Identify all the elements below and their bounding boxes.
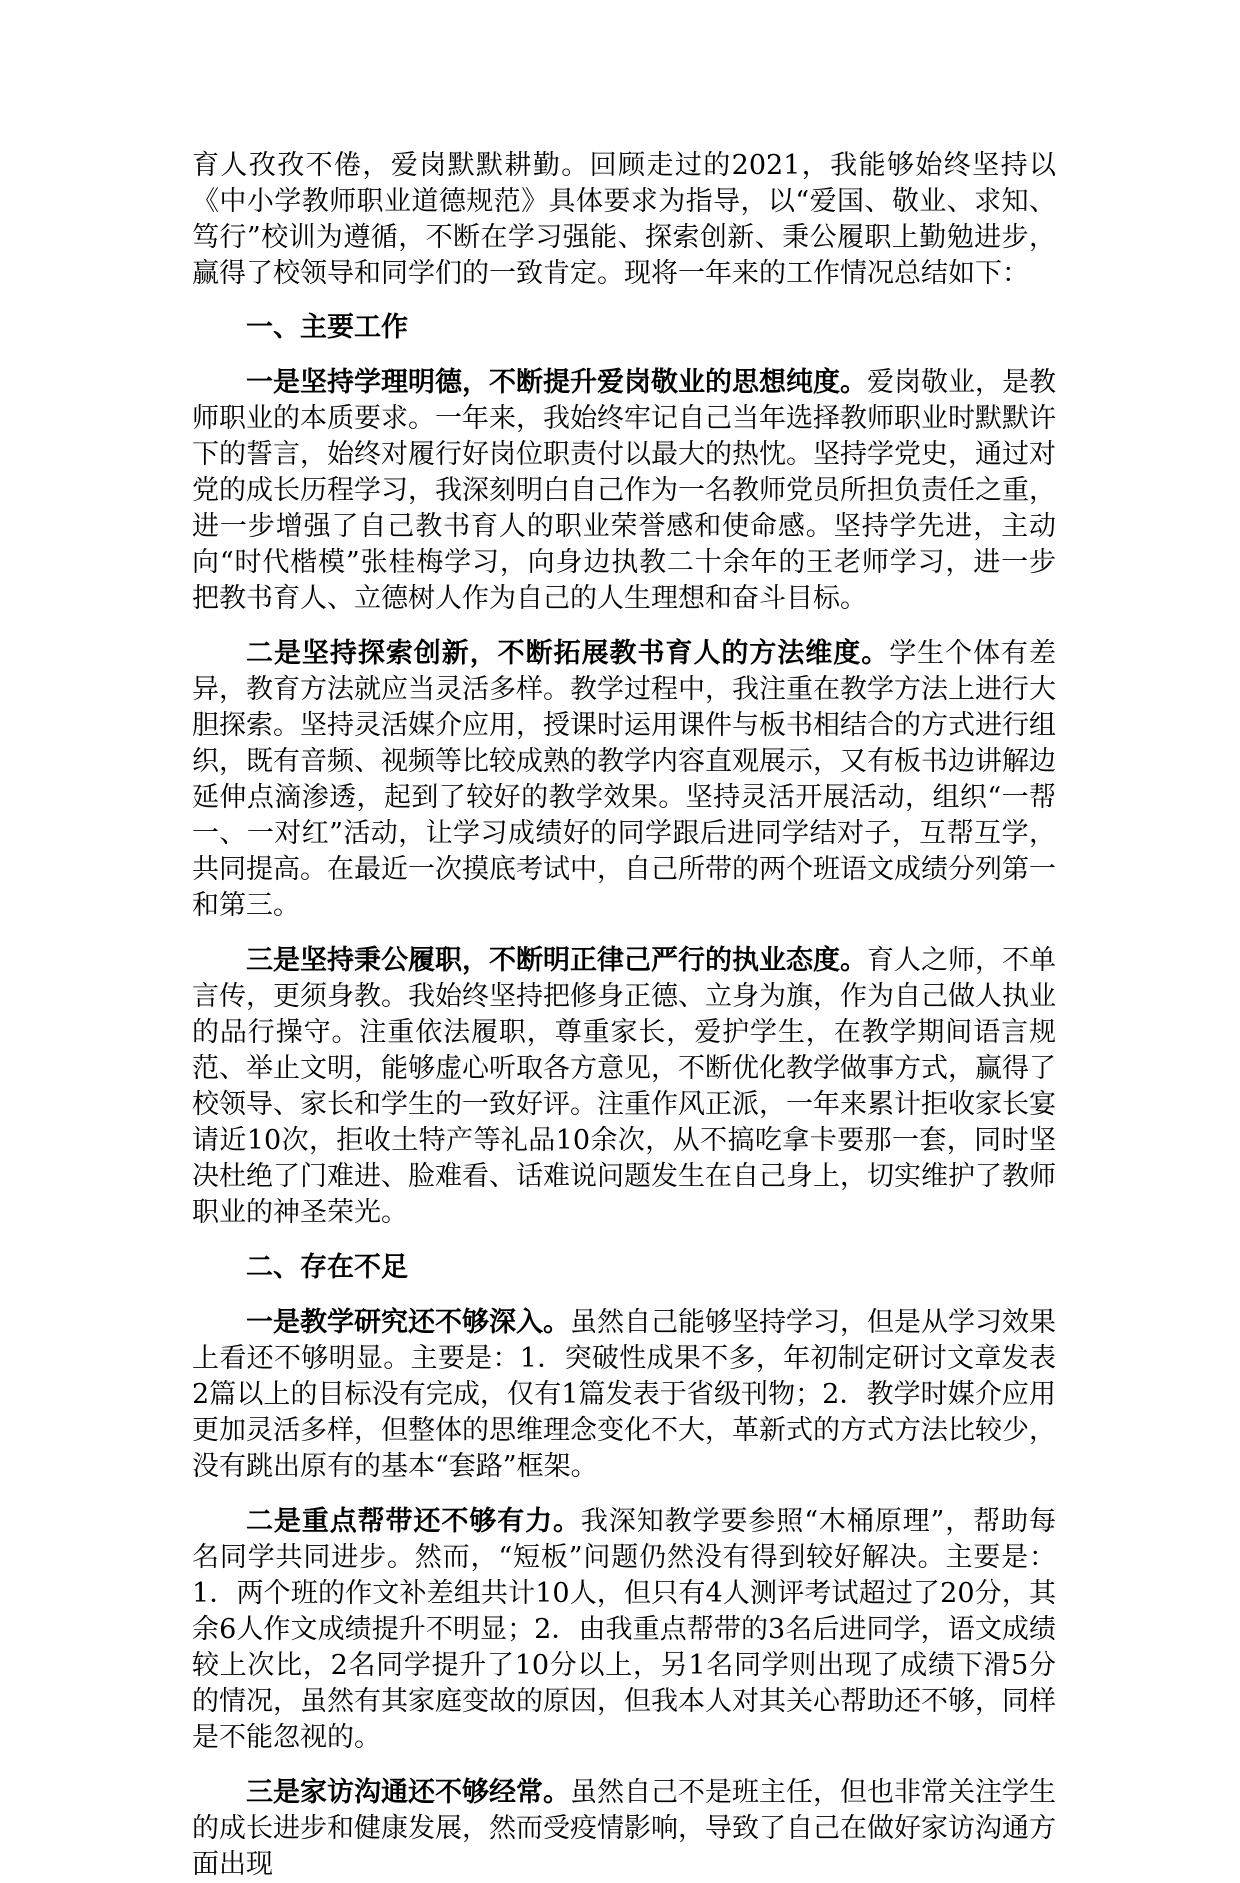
paragraph-body: 育人之师，不单言传，更须身教。我始终坚持把修身正德、立身为旗，作为自己做人执业的品行操守。注重依法履职，尊重家长，爱护学生，在教学期间语言规范、举止文明，能够虚心听取各方意见，不断优化教学做事方式，赢得了校领导、家长和学生的一致好评。注重作风正派，一年来累计拒收家长宴请近10次，拒收土特产等礼品10余次，从不搞吃拿卡要那一套，同时坚决杜绝了门难进、脸难看、话难说问题发生在自己身上，切实维护了教师职业的神圣荣光。 [192,945,1056,1228]
paragraph-shortcoming-1 [192,1305,1056,1485]
paragraph-main-work-2 [192,636,1056,924]
section-heading-main-work: 一、主要工作 [246,312,408,343]
paragraph-body: 我深知教学要参照“木桶原理”，帮助每名同学共同进步。然而，“短板”问题仍然没有得到较好解决。主要是：1．两个班的作文补差组共计10人，但只有4人测评考试超过了20分，其余6人作文成绩提升不明显；2．由我重点帮带的3名后进同学，语文成绩较上次比，2名同学提升了10分以上，另1名同学则出现了成绩下滑5分的情况，虽然有其家庭变故的原因，但我本人对其关心帮助还不够，同样是不能忽视的。 [192,1506,1056,1753]
paragraph-body: 爱岗敬业，是教师职业的本质要求。一年来，我始终牢记自己当年选择教师职业时默默许下的誓言，始终对履行好岗位职责付以最大的热忱。坚持学党史，通过对党的成长历程学习，我深刻明白自己作为一名教师党员所担负责任之重，进一步增强了自己教书育人的职业荣誉感和使命感。坚持学先进，主动向“时代楷模”张桂梅学习，向身边执教二十余年的王老师学习，进一步把教书育人、立德树人作为自己的人生理想和奋斗目标。 [192,367,1056,614]
paragraph-shortcoming-2 [192,1504,1056,1756]
paragraph-lead: 二是重点帮带还不够有力。 [246,1506,581,1537]
document-page [192,148,1056,1883]
paragraph-main-work-3 [192,943,1056,1231]
paragraph-shortcoming-3 [192,1775,1056,1883]
paragraph-main-work-1 [192,365,1056,617]
paragraph-body: 学生个体有差异，教育方法就应当灵活多样。教学过程中，我注重在教学方法上进行大胆探索。坚持灵活媒介应用，授课时运用课件与板书相结合的方式进行组织，既有音频、视频等比较成熟的教学内容直观展示，又有板书边讲解边延伸点滴渗透，起到了较好的教学效果。坚持灵活开展活动，组织“一帮一、一对红”活动，让学习成绩好的同学跟后进同学结对子，互帮互学，共同提高。在最近一次摸底考试中，自己所带的两个班语文成绩分列第一和第三。 [192,638,1057,921]
intro-paragraph: 育人孜孜不倦，爱岗默默耕勤。回顾走过的2021，我能够始终坚持以《中小学教师职业道德规范》具体要求为指导，以“爱国、敬业、求知、笃行”校训为遵循，不断在学习强能、探索创新、秉公履职上勤勉进步，赢得了校领导和同学们的一致肯定。现将一年来的工作情况总结如下： [192,150,1056,289]
paragraph-body: 虽然自己能够坚持学习，但是从学习效果上看还不够明显。主要是：1．突破性成果不多，年初制定研讨文章发表2篇以上的目标没有完成，仅有1篇发表于省级刊物；2．教学时媒介应用更加灵活多样，但整体的思维理念变化不大，革新式的方式方法比较少，没有跳出原有的基本“套路”框架。 [192,1307,1056,1482]
paragraph-lead: 一是坚持学理明德，不断提升爱岗敬业的思想纯度。 [246,367,867,398]
paragraph-lead: 三是坚持秉公履职，不断明正律己严行的执业态度。 [246,945,867,976]
paragraph-lead: 二是坚持探索创新，不断拓展教书育人的方法维度。 [246,638,890,669]
paragraph-body: 虽然自己不是班主任，但也非常关注学生的成长进步和健康发展，然而受疫情影响，导致了自己在做好家访沟通方面出现 [192,1777,1056,1880]
section-heading-shortcomings: 二、存在不足 [246,1252,408,1283]
paragraph-lead: 三是家访沟通还不够经常。 [246,1777,570,1808]
paragraph-lead: 一是教学研究还不够深入。 [246,1307,570,1338]
